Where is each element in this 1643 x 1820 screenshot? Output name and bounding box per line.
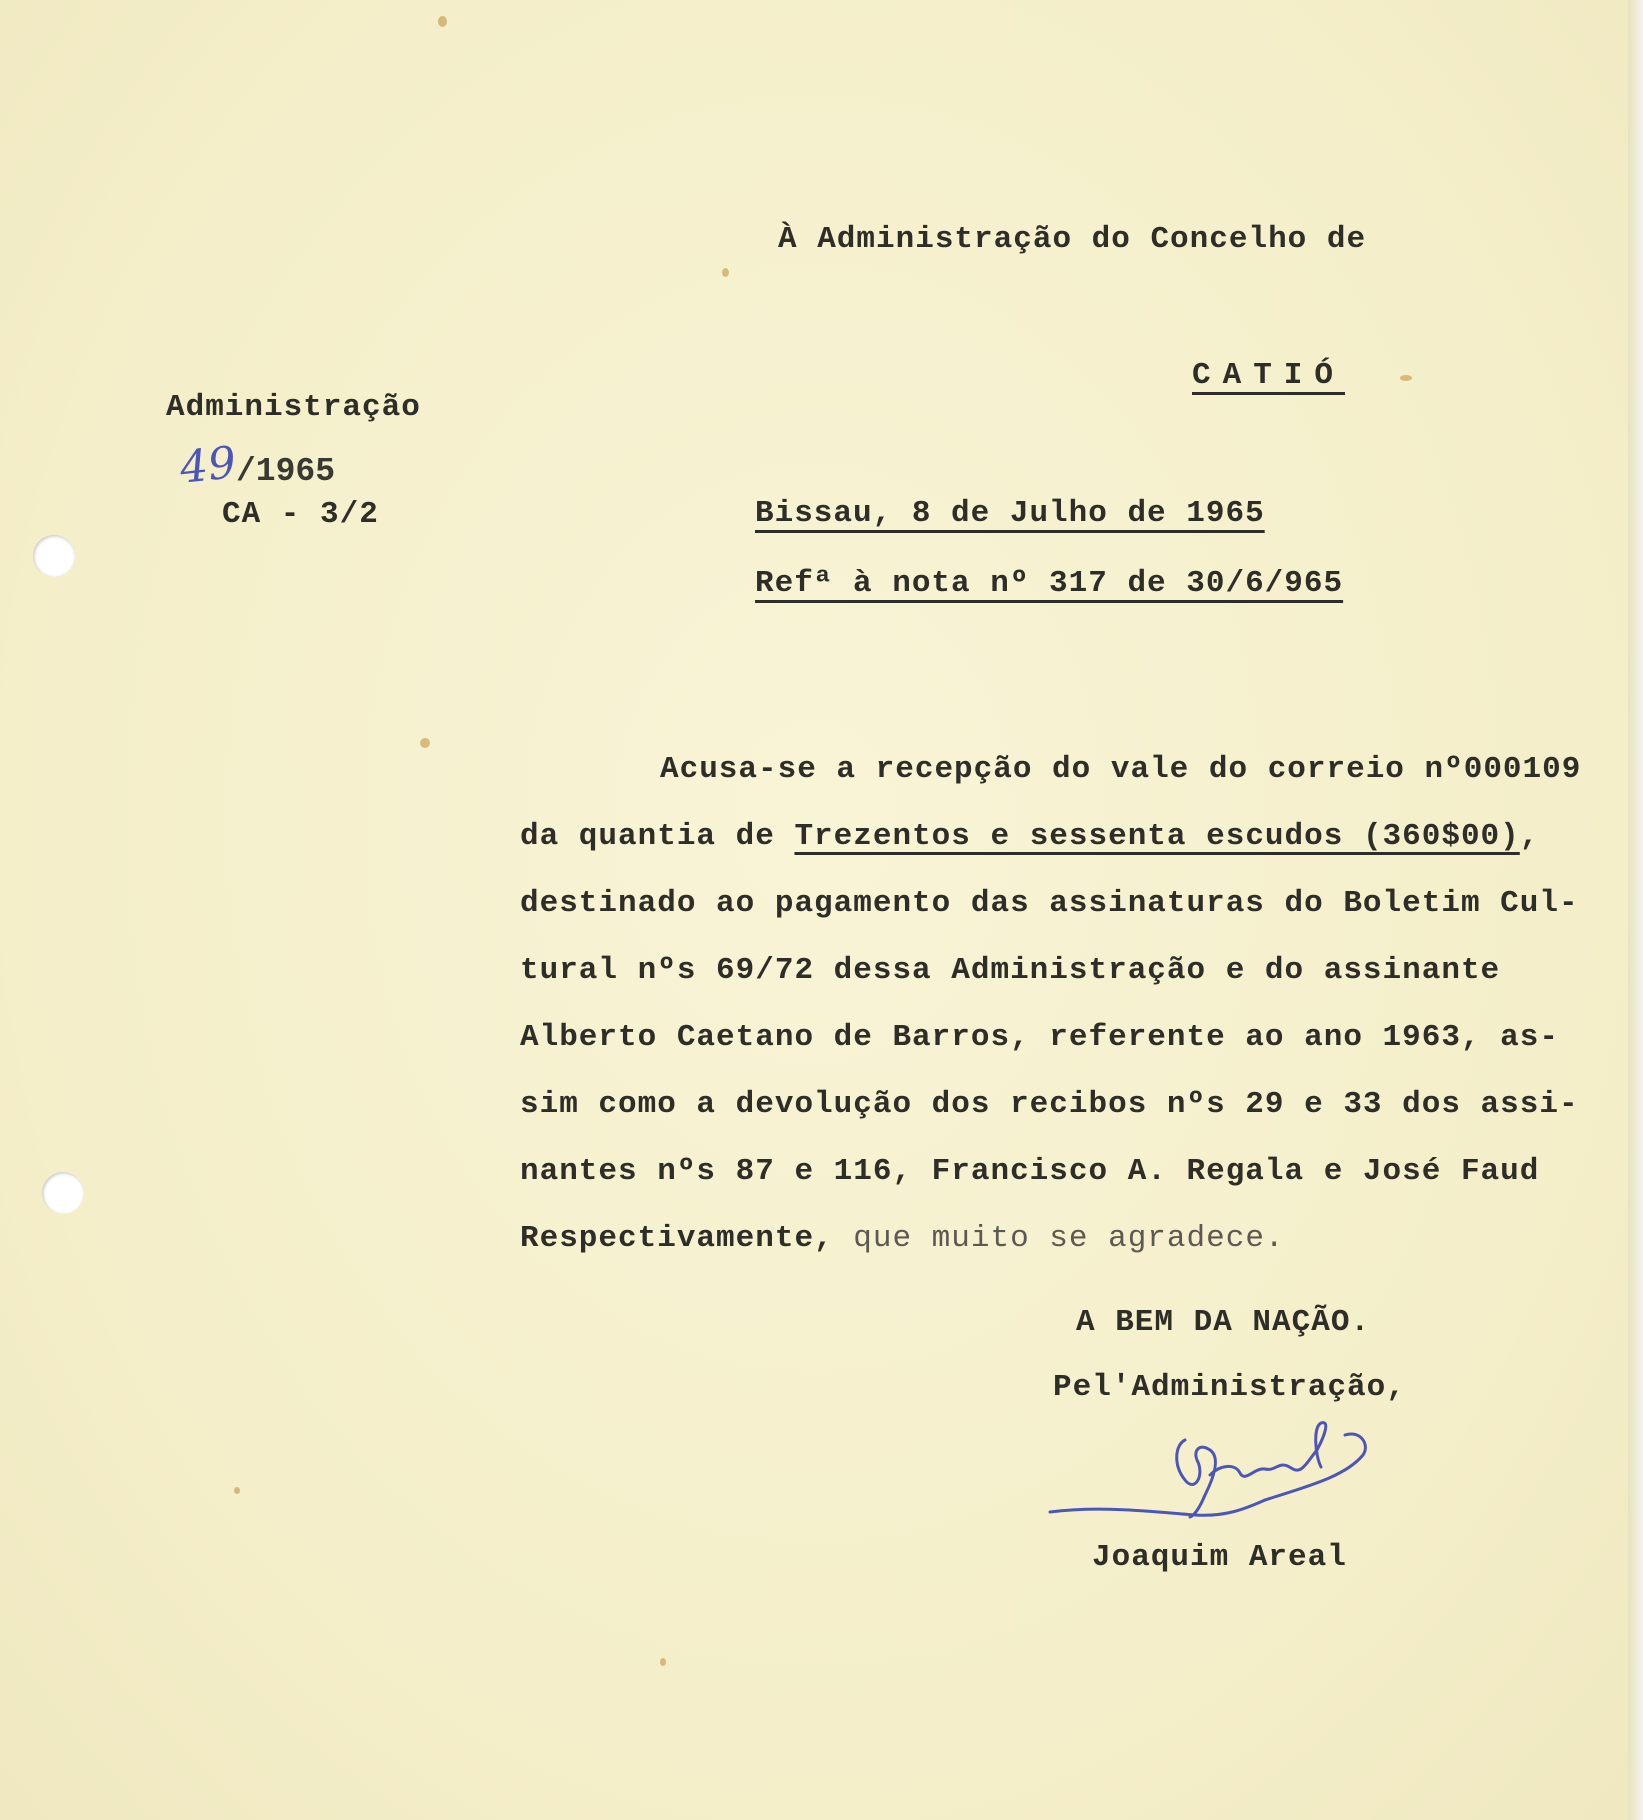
body-line-prefix: da quantia de: [520, 819, 795, 854]
stain-spot: [660, 1658, 666, 1666]
body-line: sim como a devolução dos recibos nºs 29 e 33 dos assi-: [520, 1087, 1579, 1122]
addressee-line-2: CATIÓ: [1192, 358, 1346, 393]
body-line: Alberto Caetano de Barros, referente ao ano 1963, as-: [520, 1020, 1559, 1055]
body-line: [520, 803, 1600, 870]
body-line-bold: Respectivamente,: [520, 1221, 834, 1256]
handwritten-signature: [1045, 1405, 1375, 1535]
stain-spot: [420, 738, 430, 748]
body-line-suffix: ,: [1519, 819, 1540, 854]
stain-spot: [722, 268, 729, 277]
closing-salutation: A BEM DA NAÇÃO.: [1076, 1305, 1371, 1340]
paper-edge: [1628, 0, 1643, 1820]
date-line: Bissau, 8 de Julho de 1965: [755, 496, 1265, 531]
body-line: Acusa-se a recepção do vale do correio nº000109: [660, 752, 1582, 787]
body-line: [520, 1205, 1600, 1272]
signatory-name: Joaquim Areal: [1092, 1540, 1347, 1575]
stain-spot: [234, 1487, 240, 1494]
body-line-light: que muito se agradece.: [833, 1221, 1285, 1256]
reference-number-handwritten: 49: [177, 437, 239, 494]
body-line: tural nºs 69/72 dessa Administração e do assinante: [520, 953, 1501, 988]
punch-hole-top: [33, 535, 75, 577]
reference-number: [177, 437, 336, 494]
body-line: nantes nºs 87 e 116, Francisco A. Regala e José Faud: [520, 1154, 1540, 1189]
reference-note-line: Refª à nota nº 317 de 30/6/965: [755, 566, 1344, 601]
amount-text: Trezentos e sessenta escudos (360$00): [794, 819, 1520, 854]
reference-number-year: /1965: [236, 453, 336, 490]
stain-spot: [438, 16, 447, 27]
letter-body: [520, 736, 1600, 1272]
closing-on-behalf: Pel'Administração,: [1053, 1370, 1406, 1405]
reference-code: CA - 3/2: [222, 497, 379, 532]
punch-hole-bottom: [42, 1172, 84, 1214]
stain-spot: [1400, 375, 1412, 381]
reference-office: Administração: [166, 390, 421, 425]
addressee-line-1: À Administração do Concelho de: [778, 222, 1367, 257]
body-line: destinado ao pagamento das assinaturas do Boletim Cul-: [520, 886, 1579, 921]
